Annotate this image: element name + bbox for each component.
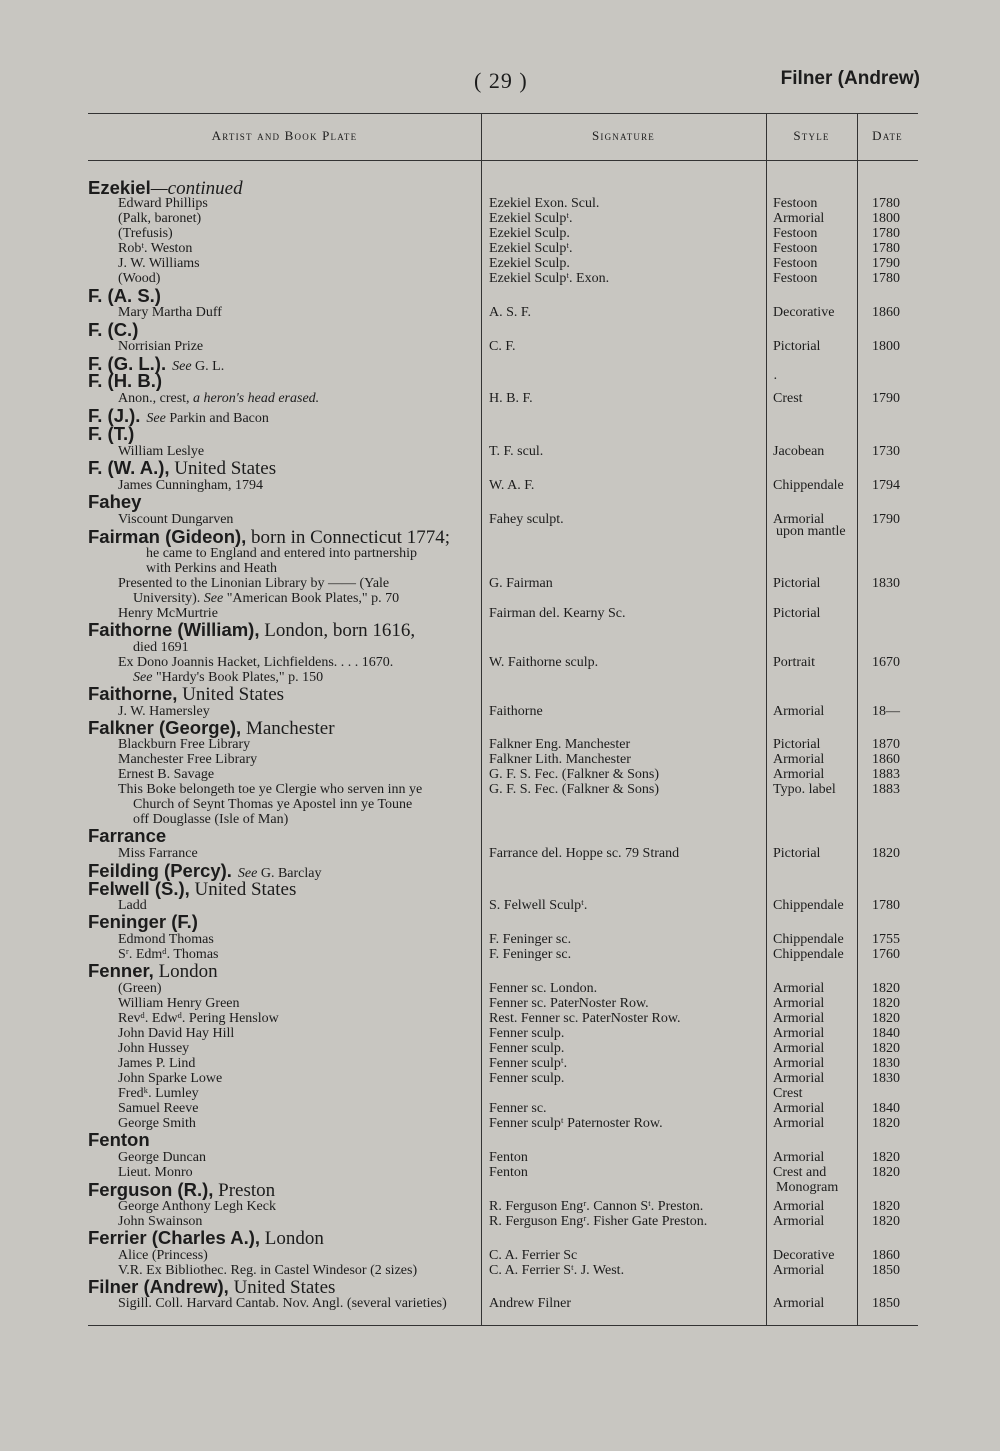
entry-text: Sʳ. Edmᵈ. Thomas: [118, 947, 219, 962]
heading-name: F. (C.): [88, 319, 139, 340]
style-cell: Armorial: [773, 752, 825, 767]
heading-name: Fahey: [88, 491, 142, 512]
style-cell: Armorial: [773, 1011, 825, 1026]
entry-text: John David Hay Hill: [118, 1026, 235, 1041]
signature-cell: C. A. Ferrier Sc: [489, 1248, 578, 1263]
entry-heading: [88, 370, 162, 392]
heading-name: Ferguson (R.),: [88, 1179, 214, 1200]
date-cell: 1780: [872, 898, 900, 913]
entry-line: [118, 737, 250, 753]
heading-detail: United States: [228, 1277, 336, 1298]
entry-text: Lieut. Monro: [118, 1165, 193, 1180]
heading-name: F. (W. A.),: [88, 457, 170, 478]
entry-italic: a heron's head erased.: [193, 391, 320, 406]
running-head: Filner (Andrew): [780, 68, 920, 89]
date-cell: 1730: [872, 444, 900, 459]
entry-text: Alice (Princess): [118, 1248, 208, 1263]
entry-text: Presented to the Linonian Library by —— (Yale: [118, 576, 390, 591]
entry-line: [118, 1026, 234, 1042]
entry-italic: See: [203, 591, 224, 606]
entry-line: [118, 752, 257, 768]
signature-cell: Fenton: [489, 1150, 528, 1165]
style-cell: Armorial: [773, 1101, 825, 1116]
date-cell: 1883: [872, 782, 900, 797]
entry-line: [118, 981, 162, 997]
style-cell: Armorial: [773, 1056, 825, 1071]
entry-line: [118, 767, 214, 783]
heading-detail: London, born 1616,: [259, 620, 416, 641]
entry-text: William Leslye: [118, 444, 205, 459]
entry-text: (Green): [118, 981, 162, 996]
date-cell: 1780: [872, 196, 900, 211]
entry-line: [118, 1101, 198, 1117]
entry-line: [118, 576, 389, 592]
date-cell: 1790: [872, 512, 900, 527]
entry-heading: [88, 960, 218, 983]
style-cell: Armorial: [773, 1071, 825, 1086]
entry-line: [133, 640, 189, 656]
entry-heading: [88, 1129, 150, 1151]
table-top-rule: [88, 113, 918, 114]
signature-cell: Ezekiel Sculpᵗ.: [489, 241, 573, 256]
signature-cell: W. Faithorne sculp.: [489, 655, 599, 670]
entry-italic: See: [133, 670, 153, 685]
entry-line: [118, 996, 240, 1012]
see-reference: Parkin and Bacon: [169, 411, 269, 426]
style-cell: Jacobean: [773, 444, 825, 459]
entry-text: with Perkins and Heath: [146, 561, 278, 576]
signature-cell: Ezekiel Sculpᵗ. Exon.: [489, 271, 610, 286]
style-cell: Pictorial: [773, 606, 821, 621]
style-cell: Armorial: [773, 1263, 825, 1278]
heading-name: F. (H. B.): [88, 370, 162, 391]
see-label: See: [237, 866, 258, 881]
entry-heading: [88, 683, 284, 706]
heading-name: F. (T.): [88, 423, 135, 444]
date-cell: 1820: [872, 1199, 900, 1214]
see-reference: G. Barclay: [260, 866, 322, 881]
signature-cell: F. Feninger sc.: [489, 932, 572, 947]
style-cell: Armorial: [773, 211, 825, 226]
entry-text: Ex Dono Joannis Hacket, Lichfieldens. . . . 1670.: [118, 655, 394, 670]
column-divider-3: [857, 113, 858, 1325]
entry-text-after: "Hardy's Book Plates," p. 150: [152, 670, 324, 685]
date-cell: 1794: [872, 478, 900, 493]
date-cell: 1670: [872, 655, 900, 670]
heading-name: Ferrier (Charles A.),: [88, 1227, 261, 1248]
date-cell: 1760: [872, 947, 900, 962]
date-cell: 1820: [872, 1150, 900, 1165]
date-cell: 1820: [872, 1011, 900, 1026]
signature-cell: C. F.: [489, 339, 516, 354]
style-cell: Chippendale: [773, 932, 844, 947]
signature-cell: Rest. Fenner sc. PaterNoster Row.: [489, 1011, 681, 1026]
signature-cell: Fahey sculpt.: [489, 512, 564, 527]
entry-text: Samuel Reeve: [118, 1101, 199, 1116]
style-cell: upon mantle: [776, 524, 846, 539]
signature-cell: C. A. Ferrier Sᵗ. J. West.: [489, 1263, 625, 1278]
entry-line: [118, 1041, 189, 1057]
entry-line: [118, 1011, 279, 1027]
signature-cell: H. B. F.: [489, 391, 533, 406]
heading-name: Feilding (Percy).: [88, 860, 232, 881]
heading-name: Filner (Andrew),: [88, 1276, 229, 1297]
entry-text: died 1691: [133, 640, 189, 655]
entry-line: [118, 1056, 195, 1072]
entry-line: [118, 241, 192, 257]
date-cell: 1860: [872, 305, 900, 320]
entry-line: [118, 196, 208, 212]
style-cell: Armorial: [773, 1026, 825, 1041]
date-cell: 1850: [872, 1263, 900, 1278]
see-reference: G. L.: [195, 359, 225, 374]
entry-text: Edmond Thomas: [118, 932, 214, 947]
entry-text: Viscount Dungarven: [118, 512, 234, 527]
entry-text: Anon., crest,: [118, 391, 194, 406]
entry-text: J. W. Williams: [118, 256, 200, 271]
style-cell: Armorial: [773, 1150, 825, 1165]
style-cell: Festoon: [773, 271, 818, 286]
style-cell: Crest: [773, 391, 803, 406]
style-cell: Armorial: [773, 1116, 825, 1131]
date-cell: 1830: [872, 576, 900, 591]
entry-line: [118, 1199, 276, 1215]
heading-name: Faithorne,: [88, 683, 178, 704]
date-cell: 1790: [872, 256, 900, 271]
style-cell: Pictorial: [773, 737, 821, 752]
entry-line: [133, 591, 399, 607]
signature-cell: G. F. S. Fec. (Falkner & Sons): [489, 782, 659, 797]
style-cell: Monogram: [776, 1180, 839, 1195]
entry-text: George Duncan: [118, 1150, 206, 1165]
entry-line: [118, 655, 393, 671]
style-cell: Chippendale: [773, 947, 844, 962]
style-cell: Armorial: [773, 767, 825, 782]
date-cell: 1820: [872, 846, 900, 861]
entry-heading: [88, 319, 138, 341]
column-divider-2: [766, 113, 767, 1325]
entry-text: Ladd: [118, 898, 147, 913]
entry-text: James Cunningham, 1794: [118, 478, 264, 493]
heading-detail: London: [153, 961, 218, 982]
signature-cell: Ezekiel Sculpᵗ.: [489, 211, 573, 226]
heading-name: Fairman (Gideon),: [88, 526, 247, 547]
date-cell: 1780: [872, 241, 900, 256]
entry-text: William Henry Green: [118, 996, 240, 1011]
heading-name: Feninger (F.): [88, 911, 198, 932]
entry-heading: [88, 491, 141, 513]
entry-text: Sigill. Coll. Harvard Cantab. Nov. Angl. (several varieties): [118, 1296, 447, 1311]
entry-heading: [88, 285, 161, 307]
entry-text: V.R. Ex Bibliothec. Reg. in Castel Windesor (2 sizes): [118, 1263, 418, 1278]
entry-line: [133, 797, 412, 813]
date-cell: 1840: [872, 1026, 900, 1041]
style-cell: ·: [773, 372, 778, 387]
heading-name: Felwell (S.),: [88, 878, 190, 899]
entry-line: [118, 1150, 206, 1166]
entry-text: Revᵈ. Edwᵈ. Pering Henslow: [118, 1011, 279, 1026]
style-cell: Festoon: [773, 226, 818, 241]
style-cell: Chippendale: [773, 898, 844, 913]
column-header-style: Style: [793, 128, 830, 143]
date-cell: 1820: [872, 1041, 900, 1056]
entry-text: off Douglasse (Isle of Man): [133, 812, 289, 827]
signature-cell: Ezekiel Sculp.: [489, 256, 570, 271]
heading-name: F. (G. L.).: [88, 353, 167, 374]
heading-detail: London: [260, 1228, 324, 1249]
date-cell: 1780: [872, 271, 900, 286]
signature-cell: T. F. scul.: [489, 444, 544, 459]
style-cell: Armorial: [773, 1041, 825, 1056]
entry-text: Edward Phillips: [118, 196, 208, 211]
signature-cell: F. Feninger sc.: [489, 947, 572, 962]
entry-heading: [88, 423, 134, 445]
date-cell: 1870: [872, 737, 900, 752]
entry-line: [118, 1071, 222, 1087]
date-cell: 1790: [872, 391, 900, 406]
heading-name: Fenton: [88, 1129, 150, 1150]
entry-text: John Swainson: [118, 1214, 203, 1229]
column-header-date: Date: [872, 128, 903, 143]
date-cell: 1860: [872, 1248, 900, 1263]
entry-text: Norrisian Prize: [118, 339, 204, 354]
cross-reference: [146, 411, 268, 426]
entry-heading: [88, 619, 415, 642]
style-cell: Decorative: [773, 305, 835, 320]
date-cell: 1820: [872, 1116, 900, 1131]
date-cell: 1800: [872, 339, 900, 354]
date-cell: 1820: [872, 1214, 900, 1229]
table-bottom-rule: [88, 1325, 918, 1326]
heading-detail: United States: [177, 684, 285, 705]
see-label: See: [146, 411, 166, 426]
entry-text: (Palk, baronet): [118, 211, 202, 226]
date-cell: 1850: [872, 1296, 900, 1311]
entry-text: John Hussey: [118, 1041, 190, 1056]
style-cell: Armorial: [773, 996, 825, 1011]
entry-text: Ernest B. Savage: [118, 767, 215, 782]
entry-text: J. W. Hamersley: [118, 704, 210, 719]
heading-name: F. (A. S.): [88, 285, 161, 306]
entry-text: Henry McMurtrie: [118, 606, 218, 621]
signature-cell: Fenner sculpᵗ Paternoster Row.: [489, 1116, 663, 1131]
entry-line: [118, 1296, 447, 1312]
date-cell: 1820: [872, 1165, 900, 1180]
date-cell: 1840: [872, 1101, 900, 1116]
signature-cell: R. Ferguson Engʳ. Cannon Sᵗ. Preston.: [489, 1199, 704, 1214]
entry-text: University).: [133, 591, 204, 606]
signature-cell: Falkner Lith. Manchester: [489, 752, 631, 767]
entry-text: Church of Seynt Thomas ye Apostel inn ye Toune: [133, 797, 413, 812]
date-cell: 1800: [872, 211, 900, 226]
entry-line: [118, 1086, 199, 1102]
style-cell: Typo. label: [773, 782, 836, 797]
entry-line: [146, 561, 277, 577]
heading-name: Faithorne (William),: [88, 619, 260, 640]
entry-text: (Wood): [118, 271, 161, 286]
date-cell: 1780: [872, 226, 900, 241]
heading-name: Ezekiel: [88, 177, 151, 198]
style-cell: Pictorial: [773, 846, 821, 861]
heading-detail: —continued: [150, 178, 243, 199]
date-cell: 1820: [872, 996, 900, 1011]
signature-cell: A. S. F.: [489, 305, 532, 320]
style-cell: Festoon: [773, 241, 818, 256]
style-cell: Pictorial: [773, 576, 821, 591]
entry-text: Robᵗ. Weston: [118, 241, 193, 256]
entry-text: This Boke belongeth toe ye Clergie who serven inn ye: [118, 782, 423, 797]
style-cell: Crest and: [773, 1165, 827, 1180]
signature-cell: Fenner sc. PaterNoster Row.: [489, 996, 649, 1011]
column-header-artist: Artist and Book Plate: [211, 128, 358, 143]
heading-name: Fenner,: [88, 960, 154, 981]
page-number: ( 29 ): [474, 68, 528, 93]
entry-text: Mary Martha Duff: [118, 305, 222, 320]
entry-text-after: "American Book Plates," p. 70: [223, 591, 400, 606]
see-label: See: [172, 359, 192, 374]
style-cell: Decorative: [773, 1248, 835, 1263]
signature-cell: Andrew Filner: [489, 1296, 572, 1311]
date-cell: 1820: [872, 981, 900, 996]
entry-line: [118, 932, 214, 948]
date-cell: 18—: [872, 704, 900, 719]
entry-text: Fredᵏ. Lumley: [118, 1086, 199, 1101]
heading-detail: United States: [189, 879, 297, 900]
entry-text: John Sparke Lowe: [118, 1071, 223, 1086]
signature-cell: W. A. F.: [489, 478, 535, 493]
entry-heading: [88, 1227, 324, 1250]
entry-text: George Smith: [118, 1116, 196, 1131]
style-cell: Armorial: [773, 981, 825, 996]
heading-detail: United States: [169, 458, 277, 479]
style-cell: Festoon: [773, 196, 818, 211]
entry-heading: [88, 825, 166, 847]
date-cell: 1755: [872, 932, 900, 947]
entry-text: Manchester Free Library: [118, 752, 258, 767]
signature-cell: Fenner sc.: [489, 1101, 547, 1116]
entry-text: Miss Farrance: [118, 846, 198, 861]
heading-detail: Preston: [213, 1180, 276, 1201]
entry-line: [146, 546, 417, 562]
heading-detail: born in Connecticut 1774;: [246, 527, 450, 548]
signature-cell: S. Felwell Sculpᵗ.: [489, 898, 588, 913]
signature-cell: Falkner Eng. Manchester: [489, 737, 631, 752]
entry-text: George Anthony Legh Keck: [118, 1199, 276, 1214]
date-cell: 1883: [872, 767, 900, 782]
style-cell: Armorial: [773, 512, 825, 527]
date-cell: 1860: [872, 752, 900, 767]
style-cell: Armorial: [773, 704, 825, 719]
signature-cell: Fenner sculpᵗ.: [489, 1056, 568, 1071]
heading-detail: Manchester: [241, 718, 335, 739]
signature-cell: G. F. S. Fec. (Falkner & Sons): [489, 767, 659, 782]
style-cell: Chippendale: [773, 478, 844, 493]
signature-cell: Fenton: [489, 1165, 528, 1180]
entry-heading: [88, 911, 198, 933]
entry-line: [118, 782, 422, 798]
heading-name: Farrance: [88, 825, 167, 846]
cross-reference: [172, 359, 224, 374]
signature-cell: Ezekiel Exon. Scul.: [489, 196, 600, 211]
signature-cell: Fenner sculp.: [489, 1071, 565, 1086]
style-cell: Pictorial: [773, 339, 821, 354]
entry-text: (Trefusis): [118, 226, 173, 241]
style-cell: Armorial: [773, 1199, 825, 1214]
style-cell: Armorial: [773, 1296, 825, 1311]
signature-cell: Fairman del. Kearny Sc.: [489, 606, 626, 621]
style-cell: Festoon: [773, 256, 818, 271]
date-cell: 1830: [872, 1071, 900, 1086]
column-header-signature: Signature: [591, 128, 656, 143]
date-cell: 1830: [872, 1056, 900, 1071]
table-header-rule: [88, 160, 918, 161]
entry-line: [118, 1248, 208, 1264]
entry-line: [118, 211, 201, 227]
entry-text: Blackburn Free Library: [118, 737, 251, 752]
entry-line: [118, 256, 200, 272]
signature-cell: R. Ferguson Engʳ. Fisher Gate Preston.: [489, 1214, 708, 1229]
entry-text: he came to England and entered into partnership: [146, 546, 417, 561]
entry-line: [118, 226, 173, 242]
style-cell: Armorial: [773, 1214, 825, 1229]
signature-cell: Fenner sculp.: [489, 1026, 565, 1041]
signature-cell: Ezekiel Sculp.: [489, 226, 570, 241]
style-cell: Crest: [773, 1086, 803, 1101]
entry-text: James P. Lind: [118, 1056, 196, 1071]
signature-cell: Fenner sculp.: [489, 1041, 565, 1056]
signature-cell: Farrance del. Hoppe sc. 79 Strand: [489, 846, 680, 861]
signature-cell: Fenner sc. London.: [489, 981, 598, 996]
signature-cell: Faithorne: [489, 704, 543, 719]
heading-name: Falkner (George),: [88, 717, 242, 738]
style-cell: Portrait: [773, 655, 815, 670]
heading-name: F. (J.).: [88, 405, 141, 426]
signature-cell: G. Fairman: [489, 576, 553, 591]
entry-heading: [88, 457, 276, 480]
column-divider-1: [481, 113, 482, 1325]
